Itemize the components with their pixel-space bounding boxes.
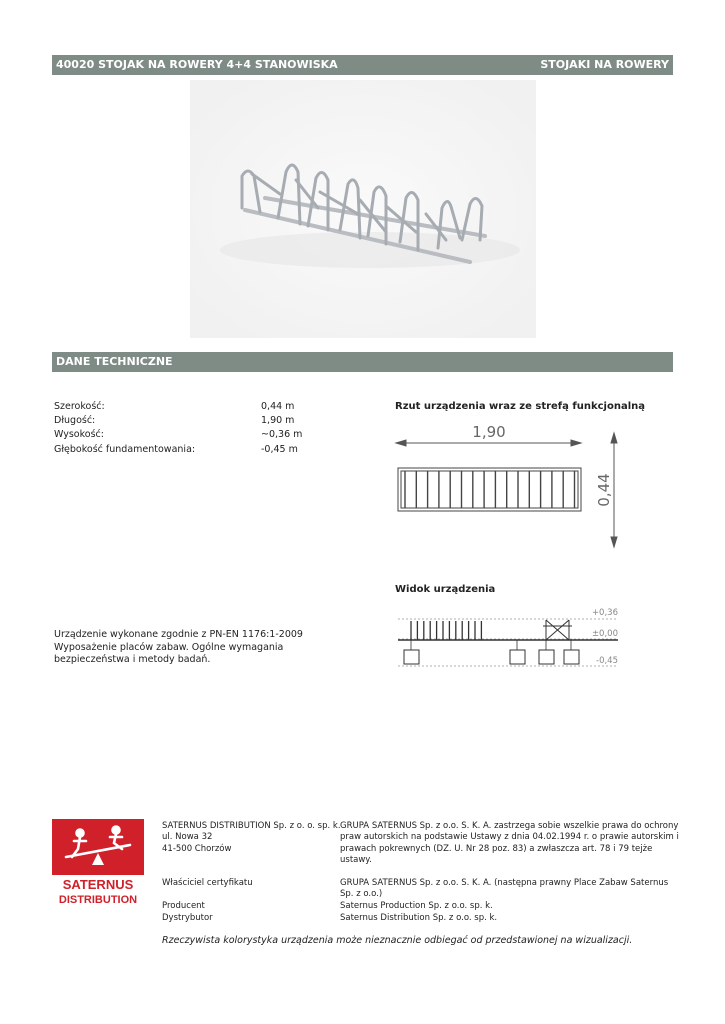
- distributor-value: Saternus Distribution Sp. z o.o. sp. k.: [340, 913, 498, 923]
- spec-value: -0,45 m: [261, 443, 298, 455]
- spec-label: Długość:: [54, 415, 96, 427]
- spec-label: Szerokość:: [54, 401, 105, 412]
- spec-value: 1,90 m: [261, 415, 295, 427]
- norm-line: Wyposażenie placów zabaw. Ogólne wymagania: [54, 641, 284, 653]
- saternus-logo: [52, 819, 144, 907]
- copyright-line: GRUPA SATERNUS Sp. z o.o. S. K. A. zastrzega sobie wszelkie prawa do ochrony: [340, 821, 679, 831]
- level-zero: ±0,00: [591, 629, 618, 639]
- logo-line2: DISTRIBUTION: [58, 894, 138, 906]
- norm-line: Urządzenie wykonane zgodnie z PN-EN 1176:1-2009: [54, 629, 303, 640]
- side-view-drawing: [393, 600, 628, 672]
- norm-line: bezpieczeństwa i metody badań.: [54, 654, 211, 665]
- product-title: 40020 STOJAK NA ROWERY 4+4 STANOWISKA: [56, 58, 338, 71]
- spec-row: [54, 415, 354, 429]
- category-title: STOJAKI NA ROWERY: [540, 58, 669, 71]
- norm-note: [54, 629, 344, 667]
- spec-row: [54, 401, 354, 415]
- address-line: SATERNUS DISTRIBUTION Sp. z o. o. sp. k.: [162, 821, 341, 831]
- copyright-note: [340, 821, 679, 866]
- spec-row: [54, 444, 354, 458]
- spec-row: [54, 429, 354, 443]
- company-address: [162, 821, 341, 855]
- spec-table: [54, 401, 354, 458]
- section-title: DANE TECHNICZNE: [56, 355, 173, 368]
- owner-line: Sp. z o.o.): [340, 889, 383, 900]
- certificate-owner-label: Właściciel certyfikatu: [162, 878, 253, 888]
- producer-label: Producent: [162, 901, 205, 911]
- copyright-line: ustawy.: [340, 854, 372, 865]
- copyright-line: praw autorskich na podstawie Ustawy z dnia 04.02.1994 r. o prawie autorskim i: [340, 832, 679, 843]
- spec-label: Wysokość:: [54, 429, 104, 441]
- certificate-owner-value: [340, 878, 668, 901]
- producer-value: Saternus Production Sp. z o.o. sp. k.: [340, 901, 493, 911]
- header-bar: [52, 55, 673, 75]
- plan-length-label: 1,90: [472, 423, 506, 441]
- address-line: 41-500 Chorzów: [162, 843, 232, 854]
- logo-line1: SATERNUS: [62, 877, 134, 892]
- product-render: [190, 80, 536, 338]
- color-disclaimer: Rzeczywista kolorystyka urządzenia może nieznacznie odbiegać od przedstawionej na wizualizacji.: [162, 935, 633, 946]
- owner-line: GRUPA SATERNUS Sp. z o.o. S. K. A. (następna prawny Place Zabaw Saternus: [340, 878, 669, 888]
- copyright-line: prawach pokrewnych (DZ. U. Nr 28 poz. 83) a zwłaszcza art. 78 i 79 tejże: [340, 843, 653, 854]
- spec-value: 0,44 m: [261, 401, 295, 412]
- plan-width-label: 0,44: [595, 473, 613, 507]
- section-bar: [52, 352, 673, 372]
- address-line: ul. Nowa 32: [162, 832, 213, 843]
- distributor-label: Dystrybutor: [162, 913, 213, 923]
- spec-value: ~0,36 m: [261, 429, 303, 441]
- level-top: +0,36: [591, 608, 618, 618]
- spec-label: Głębokość fundamentowania:: [54, 443, 196, 455]
- side-heading: Widok urządzenia: [395, 584, 496, 595]
- level-bottom: -0,45: [596, 656, 618, 666]
- plan-heading: Rzut urządzenia wraz ze strefą funkcjonalną: [395, 401, 646, 412]
- plan-drawing: [393, 420, 628, 552]
